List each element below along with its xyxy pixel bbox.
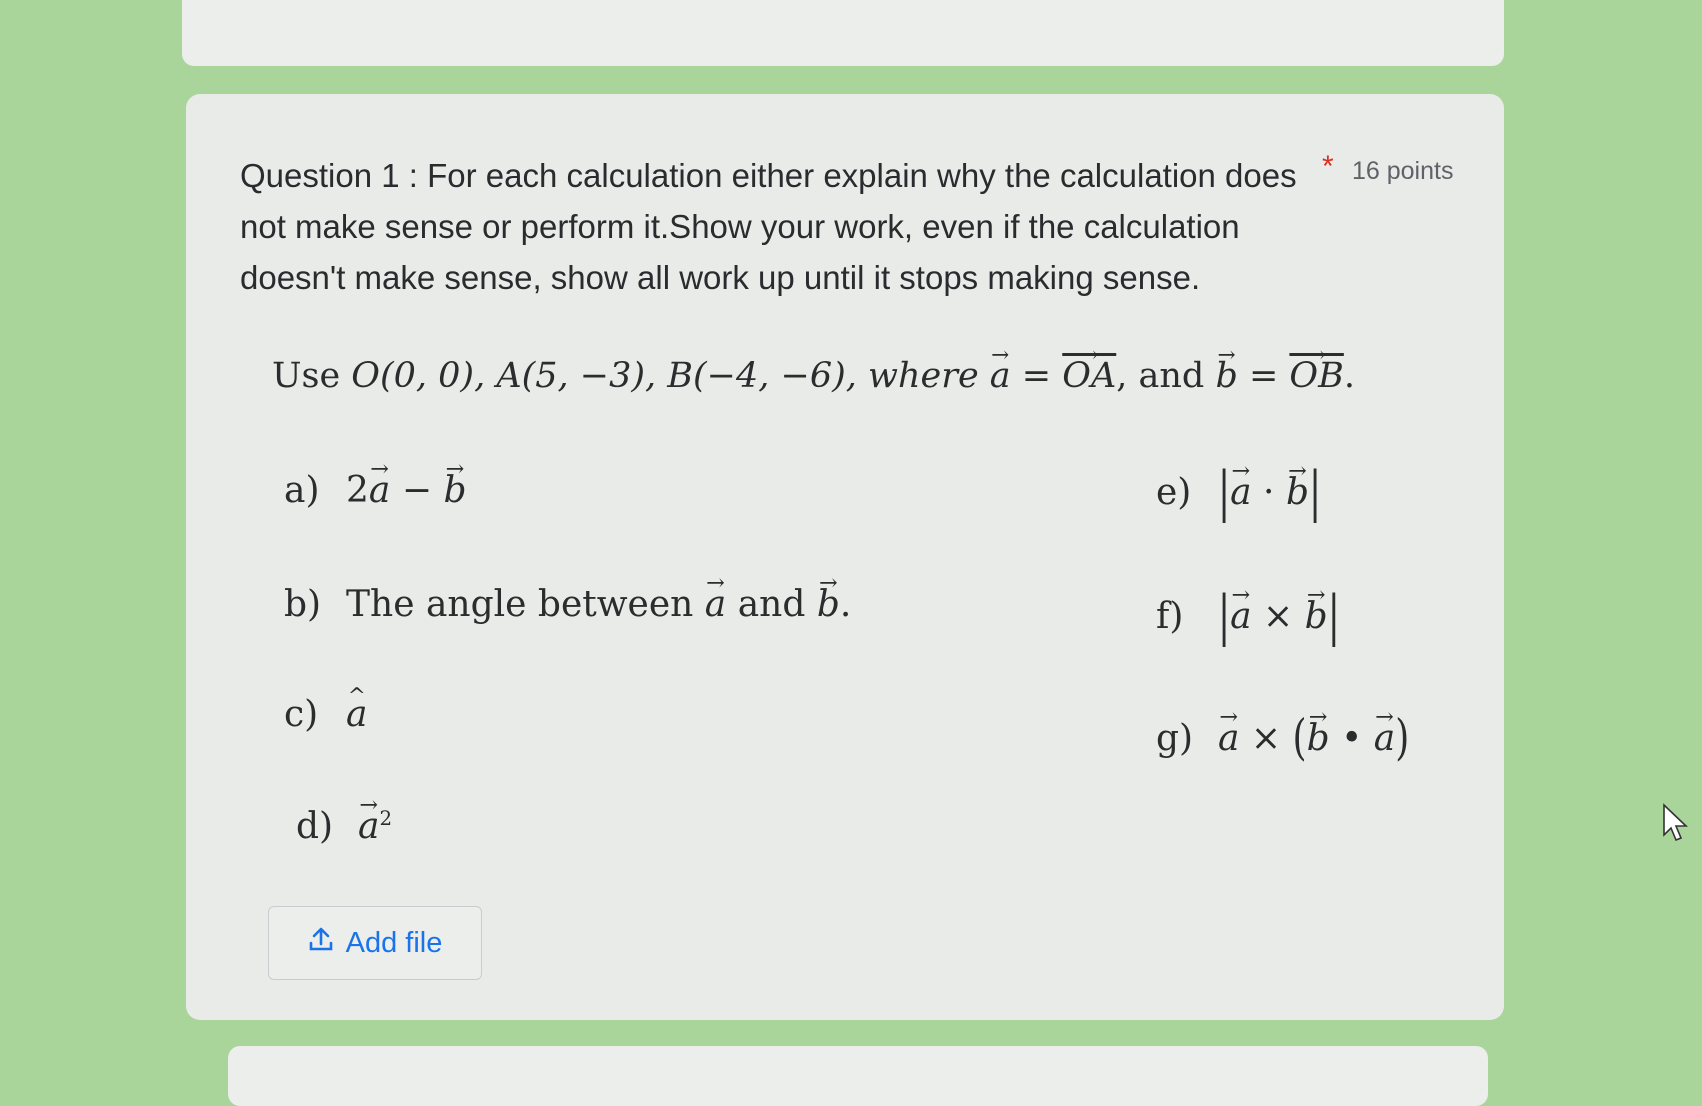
item-f: f) |→ a × → b| <box>1156 596 1340 637</box>
next-card <box>228 1046 1488 1106</box>
item-d: $d) \to a^2$ <box>296 806 392 847</box>
item-c: c) ^ a <box>284 694 367 735</box>
item-e: e) |→ a · → b| <box>1156 472 1321 513</box>
mouse-pointer-icon <box>1662 803 1688 848</box>
previous-card <box>182 0 1504 66</box>
question-card <box>186 94 1504 1020</box>
required-asterisk: * <box>1322 150 1334 183</box>
add-file-button[interactable] <box>268 906 482 980</box>
question-title: Question 1 : For each calculation either explain why the calculation does not make sense or perform it.Show your work, even if the calculation doesn't make sense, show all work up until it stops making sense. <box>240 157 1297 296</box>
item-a: a) 2→ a − → b <box>284 470 466 511</box>
item-b: b) The angle between → a and → b. <box>284 584 851 625</box>
add-file-label: Add file <box>345 926 443 959</box>
upload-icon <box>308 926 334 960</box>
item-g: g) → a × (→ b • → a) <box>1156 718 1409 759</box>
points-label: 16 points <box>1352 157 1454 185</box>
question-intro: Use O(0, 0), A(5, −3), B(−4, −6), where → a = → $\overline{OA}$, and → b = → $\overline{OB}$. <box>272 356 1355 396</box>
